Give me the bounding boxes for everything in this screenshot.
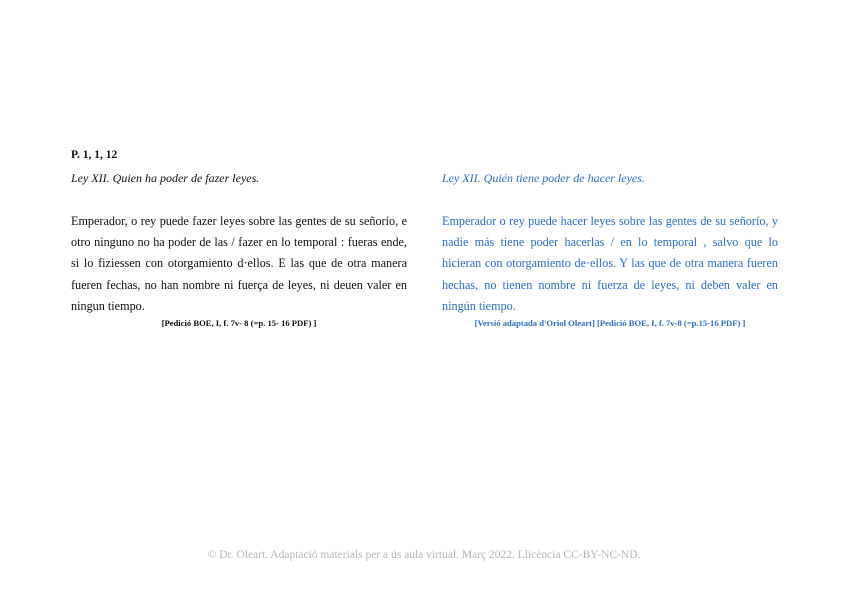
adapted-reference: [Versió adaptada d'Oriol Oleart] [Pedició BOE, I, f. 7v-8 (=p.15-16 PDF) ]	[474, 318, 746, 328]
adapted-law-title: Ley XII. Quién tiene poder de hacer leyes.	[442, 171, 645, 185]
adapted-law-text: Emperador o rey puede hacer leyes sobre las gentes de su señorío, y nadie más tiene poder hacerlas / en lo temporal , salvo que lo hicieran con otorgamiento de·ellos. Y las que de otra manera fueren hechas, no tienen nombre ni fuerza de leyes, ni deben valer en ningún tiempo.	[442, 214, 778, 313]
section-heading: P. 1, 1, 12	[71, 149, 118, 161]
original-reference: [Pedició BOE, I, f. 7v- 8 (=p. 15- 16 PDF) ]	[161, 318, 317, 328]
license-footer: © Dr. Oleart. Adaptació materials per a ús aula virtual. Març 2022. Llicència CC-BY-NC-ND.	[207, 549, 641, 561]
original-law-text: Emperador, o rey puede fazer leyes sobre las gentes de su señorío, e otro ninguno no ha poder de las / fazer en lo temporal : fueras ende, si lo fiziessen con otorgamiento d·ellos. E las que de otra manera fueren fechas, no han nombre ni fuerça de leyes, ni deuen valer en ningun tiempo.	[71, 214, 407, 313]
original-law-title: Ley XII. Quien ha poder de fazer leyes.	[71, 171, 260, 185]
